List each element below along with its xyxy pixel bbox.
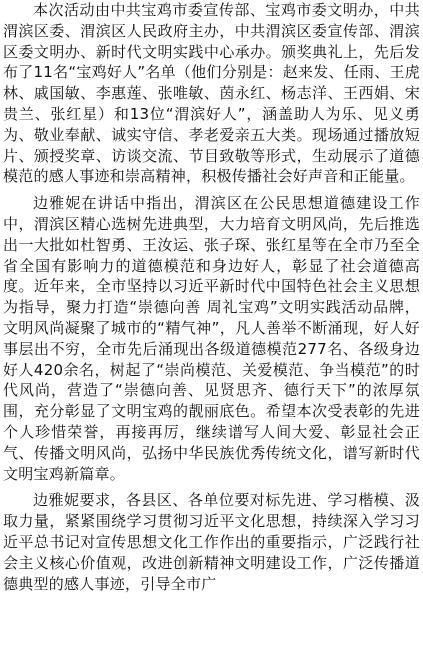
paragraph-speech-remarks: 边雅妮在讲话中指出，渭滨区在公民思想道德建设工作中，渭滨区精心选树先进典型，大力培育文明风尚，先后推选出一大批如杜智勇、王汝运、张子琛、张红星等在全市乃至全省全国有影响力的道德模范和身边好人，彰显了社会道德高度。近年来，全市坚持以习近平新时代中国特色社会主义思想为指导，聚力打造“崇德向善 周礼宝鸡”文明实践活动品牌，文明风尚凝聚了城市的“精气神”，凡人善举不断涌现，好人好事层出不穷，全市先后涌现出各级道德模范277名、各级身边好人420余名，树起了“崇尚模范、关爱模范、争当模范”的时代风尚，营造了“崇德向善、见贤思齐、德行天下”的浓厚氛围，充分彰显了文明宝鸡的靓丽底色。希望本次受表彰的先进个人珍惜荣誉，再接再厉，继续谱写人间大爱、彰显社会正气、传播文明风尚，弘扬中华民族优秀传统文化，谱写新时代文明宝鸡新篇章。 [3,194,420,483]
paragraph-event-overview: 本次活动由中共宝鸡市委宣传部、宝鸡市委文明办，中共渭滨区委、渭滨区人民政府主办，中共渭滨区委宣传部、渭滨区委文明办、新时代文明实践中心承办。颁奖典礼上，先后发布了11名“宝鸡好人”名单（他们分别是：赵来发、任雨、王虎林、戚国敏、李惠莲、张唯敏、茵永红、杨志洋、王西娟、宋贵兰、张红星）和13位“渭滨好人”，涵盖助人为乐、见义勇为、敬业奉献、诚实守信、孝老爱亲五大类。现场通过播放短片、颁授奖章、访谈交流、节目致敬等形式，生动展示了道德模范的感人事迹和崇高精神，积极传播社会好声音和正能量。 [3,1,420,186]
document-body [3,0,420,594]
paragraph-requirements: 边雅妮要求，各县区、各单位要对标先进、学习楷模、汲取力量，紧紧围绕学习贯彻习近平文化思想，持续深入学习习近平总书记对宣传思想文化工作作出的重要指示，广泛践行社会主义核心价值观，改进创新精神文明建设工作，广泛传播道德典型的感人事迹，引导全市广 [3,491,420,593]
